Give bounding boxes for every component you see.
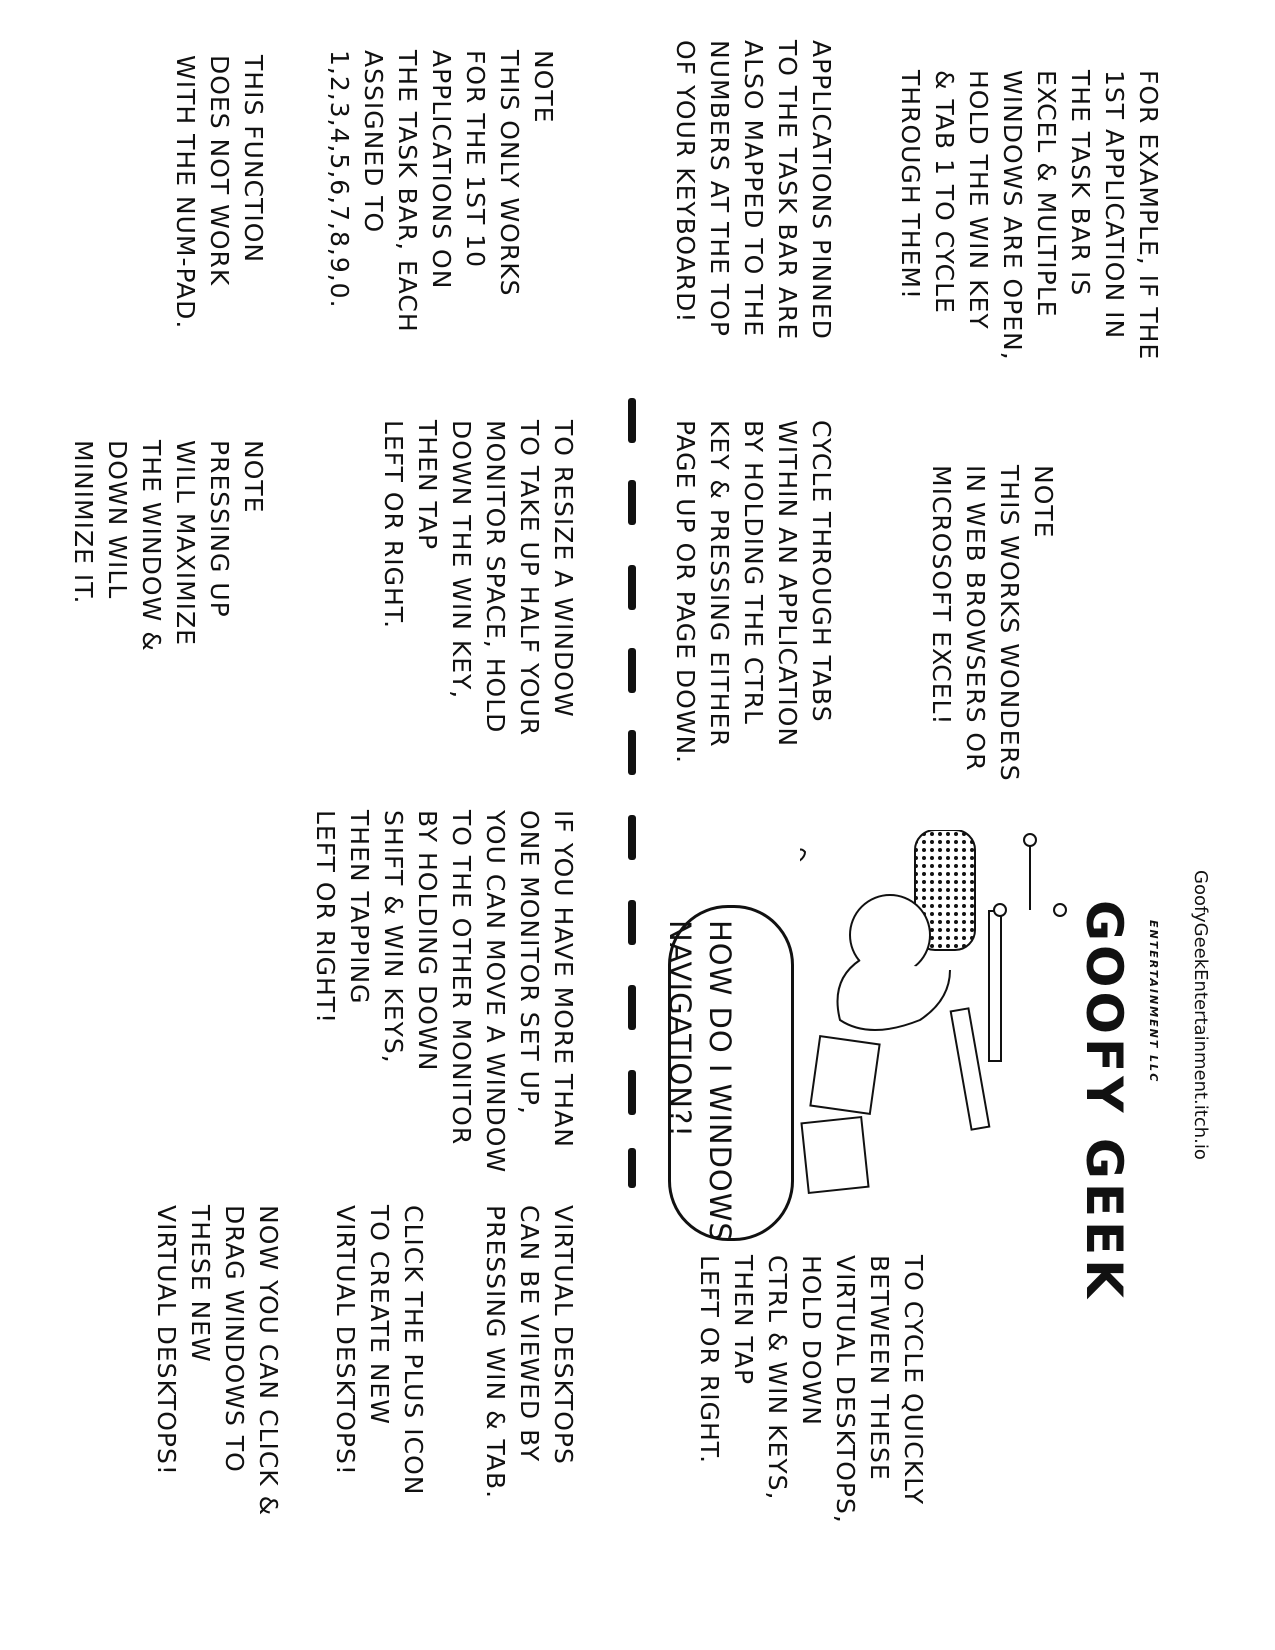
text-line: DOES NOT WORK bbox=[205, 55, 234, 287]
speech-line-2: NAVIGATION?! bbox=[663, 920, 697, 1138]
text-line: YOU CAN MOVE A WINDOW bbox=[481, 810, 510, 1174]
text-line: VIRTUAL DESKTOPS! bbox=[331, 1205, 360, 1476]
panel-resize bbox=[376, 420, 580, 736]
note-heading: NOTE bbox=[239, 440, 268, 514]
panel-cycle-tabs-note bbox=[924, 465, 1060, 782]
fold-dash-3 bbox=[628, 565, 636, 610]
brand-url[interactable]: GoofyGeekEntertainment.itch.io bbox=[1190, 870, 1211, 1160]
panel-pinned-example bbox=[893, 70, 1165, 361]
text-line: THIS ONLY WORKS bbox=[495, 50, 524, 297]
text-line: TO THE OTHER MONITOR bbox=[447, 810, 476, 1146]
text-line: DRAG WINDOWS TO bbox=[220, 1205, 249, 1473]
text-line: LEFT OR RIGHT! bbox=[311, 810, 340, 1025]
text-line: WINDOWS ARE OPEN, bbox=[998, 70, 1027, 361]
panel-cycle-tabs bbox=[668, 420, 838, 764]
text-line: NOW YOU CAN CLICK & bbox=[254, 1205, 283, 1517]
fold-dash-10 bbox=[628, 1148, 636, 1188]
fold-dash-5 bbox=[628, 730, 636, 775]
text-line: WITH THE NUM-PAD. bbox=[171, 55, 200, 330]
brand-logo bbox=[1147, 920, 1160, 1083]
text-line: APPLICATIONS ON bbox=[427, 50, 456, 290]
speech-line-1: HOW DO I WINDOWS bbox=[703, 920, 737, 1242]
text-line: CYCLE THROUGH TABS bbox=[807, 420, 836, 723]
text-line: WITHIN AN APPLICATION bbox=[773, 420, 802, 748]
text-line: THE WINDOW & bbox=[137, 440, 166, 652]
panel-resize-note bbox=[66, 440, 270, 652]
text-line: VIRTUAL DESKTOPS bbox=[549, 1205, 578, 1465]
text-line: VIRTUAL DESKTOPS! bbox=[152, 1205, 181, 1476]
text-line: LEFT OR RIGHT. bbox=[695, 1255, 724, 1465]
text-line: CAN BE VIEWED BY bbox=[515, 1205, 544, 1463]
text-line: BY HOLDING DOWN bbox=[413, 810, 442, 1072]
text-line: MONITOR SPACE, HOLD bbox=[481, 420, 510, 734]
text-line: SHIFT & WIN KEYS, bbox=[379, 810, 408, 1064]
text-line: PAGE UP OR PAGE DOWN. bbox=[671, 420, 700, 765]
panel-virtual-desktops bbox=[478, 1205, 580, 1499]
fold-dash-4 bbox=[628, 648, 636, 693]
text-line: ONE MONITOR SET UP, bbox=[515, 810, 544, 1115]
text-line: DOWN WILL bbox=[103, 440, 132, 600]
illustration-person-at-desk bbox=[800, 830, 1130, 1220]
panel-drag-windows bbox=[149, 1205, 285, 1516]
text-line: PRESSING WIN & TAB. bbox=[481, 1205, 510, 1500]
text-line: THROUGH THEM! bbox=[896, 70, 925, 300]
note-heading: NOTE bbox=[1029, 465, 1058, 539]
text-line: THE TASK BAR, EACH bbox=[393, 50, 422, 333]
text-line: LEFT OR RIGHT. bbox=[379, 420, 408, 630]
panel-pinned-note bbox=[322, 50, 560, 333]
fold-dash-1 bbox=[628, 398, 636, 443]
text-line: THEN TAP bbox=[413, 420, 442, 551]
text-line: THIS FUNCTION bbox=[239, 55, 268, 264]
text-line: IF YOU HAVE MORE THAN bbox=[549, 810, 578, 1148]
text-line: TO THE TASK BAR ARE bbox=[773, 40, 802, 341]
text-line: HOLD THE WIN KEY bbox=[964, 70, 993, 330]
text-line: MICROSOFT EXCEL! bbox=[927, 465, 956, 726]
text-line: NUMBERS AT THE TOP bbox=[705, 40, 734, 337]
text-line: MINIMIZE IT. bbox=[69, 440, 98, 605]
speech-bubble-text bbox=[660, 920, 740, 1242]
brand-subtitle: ENTERTAINMENT LLC bbox=[1147, 920, 1160, 1084]
text-line: CLICK THE PLUS ICON bbox=[399, 1205, 428, 1496]
text-line: ALSO MAPPED TO THE bbox=[739, 40, 768, 338]
brand-block bbox=[1188, 870, 1212, 1160]
text-line: EXCEL & MULTIPLE bbox=[1032, 70, 1061, 318]
text-line: WILL MAXIMIZE bbox=[171, 440, 200, 646]
text-line: TO CREATE NEW bbox=[365, 1205, 394, 1425]
text-line: & TAB 1 TO CYCLE bbox=[930, 70, 959, 314]
text-line: TO RESIZE A WINDOW bbox=[549, 420, 578, 718]
text-line: IN WEB BROWSERS OR bbox=[961, 465, 990, 772]
fold-dash-8 bbox=[628, 985, 636, 1030]
text-line: ASSIGNED TO bbox=[359, 50, 388, 234]
fold-dash-2 bbox=[628, 480, 636, 525]
text-line: PRESSING UP bbox=[205, 440, 234, 618]
text-line: VIRTUAL DESKTOPS, bbox=[831, 1255, 860, 1524]
text-line: THEN TAPPING bbox=[345, 810, 374, 1005]
text-line: OF YOUR KEYBOARD! bbox=[671, 40, 700, 324]
text-line: BETWEEN THESE bbox=[865, 1255, 894, 1481]
note-heading: NOTE bbox=[529, 50, 558, 124]
text-line: THE TASK BAR IS bbox=[1066, 70, 1095, 297]
text-line: TO TAKE UP HALF YOUR bbox=[515, 420, 544, 737]
text-line: TO CYCLE QUICKLY bbox=[899, 1255, 928, 1506]
text-line: HOLD DOWN bbox=[797, 1255, 826, 1426]
panel-pinned-apps bbox=[668, 40, 838, 340]
text-line: DOWN THE WIN KEY, bbox=[447, 420, 476, 700]
panel-cycle-desktops bbox=[692, 1255, 930, 1524]
text-line: THEN TAP bbox=[729, 1255, 758, 1386]
panel-multi-monitor bbox=[308, 810, 580, 1173]
text-line: 1,2,3,4,5,6,7,8,9,0. bbox=[325, 50, 354, 309]
text-line: BY HOLDING THE CTRL bbox=[739, 420, 768, 725]
brand-title: GOOFY GEEK bbox=[1075, 900, 1133, 1302]
fold-dash-9 bbox=[628, 1070, 636, 1115]
panel-numpad-note bbox=[168, 55, 270, 329]
text-line: THESE NEW bbox=[186, 1205, 215, 1363]
fold-dash-6 bbox=[628, 815, 636, 860]
text-line: FOR EXAMPLE, IF THE bbox=[1134, 70, 1163, 361]
text-line: APPLICATIONS PINNED bbox=[807, 40, 836, 340]
text-line: THIS WORKS WONDERS bbox=[995, 465, 1024, 782]
panel-plus-icon bbox=[328, 1205, 430, 1495]
text-line: CTRL & WIN KEYS, bbox=[763, 1255, 792, 1501]
text-line: 1ST APPLICATION IN bbox=[1100, 70, 1129, 340]
fold-dash-7 bbox=[628, 900, 636, 945]
text-line: KEY & PRESSING EITHER bbox=[705, 420, 734, 748]
text-line: FOR THE 1ST 10 bbox=[461, 50, 490, 268]
